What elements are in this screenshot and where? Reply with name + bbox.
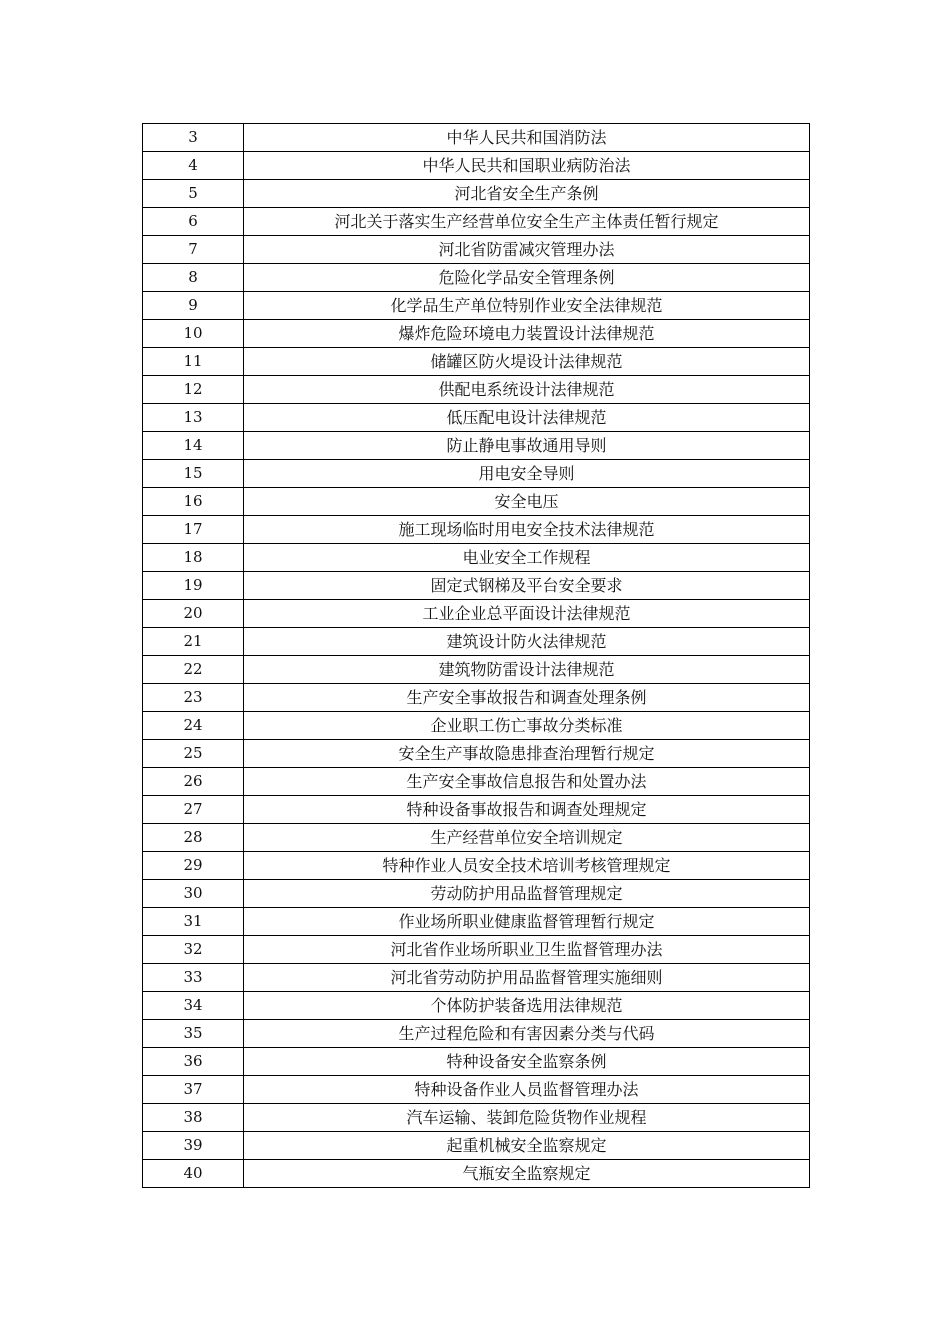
row-number: 32 — [143, 936, 244, 964]
regulation-title: 工业企业总平面设计法律规范 — [244, 600, 810, 628]
row-number: 38 — [143, 1104, 244, 1132]
row-number: 18 — [143, 544, 244, 572]
regulation-title: 储罐区防火堤设计法律规范 — [244, 348, 810, 376]
regulation-title: 特种设备作业人员监督管理办法 — [244, 1076, 810, 1104]
row-number: 36 — [143, 1048, 244, 1076]
row-number: 34 — [143, 992, 244, 1020]
table-row — [143, 124, 810, 152]
regulation-title: 作业场所职业健康监督管理暂行规定 — [244, 908, 810, 936]
regulation-title: 特种设备安全监察条例 — [244, 1048, 810, 1076]
regulation-title: 个体防护装备选用法律规范 — [244, 992, 810, 1020]
regulation-title: 用电安全导则 — [244, 460, 810, 488]
regulation-title: 河北关于落实生产经营单位安全生产主体责任暂行规定 — [244, 208, 810, 236]
table-row — [143, 964, 810, 992]
row-number: 21 — [143, 628, 244, 656]
row-number: 12 — [143, 376, 244, 404]
regulation-title: 生产过程危险和有害因素分类与代码 — [244, 1020, 810, 1048]
table-row — [143, 1020, 810, 1048]
row-number: 4 — [143, 152, 244, 180]
row-number: 22 — [143, 656, 244, 684]
row-number: 23 — [143, 684, 244, 712]
table-row — [143, 208, 810, 236]
row-number: 37 — [143, 1076, 244, 1104]
table-row — [143, 740, 810, 768]
table-row — [143, 880, 810, 908]
table-row — [143, 936, 810, 964]
table-row — [143, 712, 810, 740]
regulation-title: 化学品生产单位特别作业安全法律规范 — [244, 292, 810, 320]
table-row — [143, 180, 810, 208]
regulation-title: 特种设备事故报告和调查处理规定 — [244, 796, 810, 824]
table-row — [143, 432, 810, 460]
table-row — [143, 264, 810, 292]
regulation-title: 危险化学品安全管理条例 — [244, 264, 810, 292]
row-number: 26 — [143, 768, 244, 796]
regulation-title: 汽车运输、装卸危险货物作业规程 — [244, 1104, 810, 1132]
row-number: 39 — [143, 1132, 244, 1160]
table-row — [143, 320, 810, 348]
regulations-table-body — [143, 124, 810, 1188]
row-number: 33 — [143, 964, 244, 992]
table-row — [143, 488, 810, 516]
table-row — [143, 852, 810, 880]
table-row — [143, 768, 810, 796]
regulation-title: 防止静电事故通用导则 — [244, 432, 810, 460]
table-row — [143, 404, 810, 432]
regulation-title: 生产经营单位安全培训规定 — [244, 824, 810, 852]
row-number: 7 — [143, 236, 244, 264]
row-number: 31 — [143, 908, 244, 936]
regulations-table — [142, 123, 810, 1188]
table-row — [143, 656, 810, 684]
regulation-title: 电业安全工作规程 — [244, 544, 810, 572]
table-row — [143, 1076, 810, 1104]
row-number: 14 — [143, 432, 244, 460]
regulation-title: 建筑物防雷设计法律规范 — [244, 656, 810, 684]
row-number: 17 — [143, 516, 244, 544]
table-row — [143, 236, 810, 264]
row-number: 16 — [143, 488, 244, 516]
table-row — [143, 152, 810, 180]
row-number: 6 — [143, 208, 244, 236]
row-number: 20 — [143, 600, 244, 628]
regulation-title: 施工现场临时用电安全技术法律规范 — [244, 516, 810, 544]
regulation-title: 河北省作业场所职业卫生监督管理办法 — [244, 936, 810, 964]
regulation-title: 气瓶安全监察规定 — [244, 1160, 810, 1188]
regulation-title: 安全电压 — [244, 488, 810, 516]
regulation-title: 劳动防护用品监督管理规定 — [244, 880, 810, 908]
regulation-title: 安全生产事故隐患排查治理暂行规定 — [244, 740, 810, 768]
table-row — [143, 796, 810, 824]
table-row — [143, 684, 810, 712]
row-number: 13 — [143, 404, 244, 432]
row-number: 40 — [143, 1160, 244, 1188]
row-number: 15 — [143, 460, 244, 488]
row-number: 25 — [143, 740, 244, 768]
regulation-title: 固定式钢梯及平台安全要求 — [244, 572, 810, 600]
table-row — [143, 1160, 810, 1188]
row-number: 9 — [143, 292, 244, 320]
table-row — [143, 544, 810, 572]
table-row — [143, 572, 810, 600]
table-row — [143, 992, 810, 1020]
row-number: 30 — [143, 880, 244, 908]
row-number: 5 — [143, 180, 244, 208]
table-row — [143, 516, 810, 544]
regulation-title: 特种作业人员安全技术培训考核管理规定 — [244, 852, 810, 880]
row-number: 19 — [143, 572, 244, 600]
table-row — [143, 1104, 810, 1132]
regulation-title: 爆炸危险环境电力装置设计法律规范 — [244, 320, 810, 348]
table-row — [143, 824, 810, 852]
table-row — [143, 376, 810, 404]
table-row — [143, 600, 810, 628]
regulation-title: 企业职工伤亡事故分类标准 — [244, 712, 810, 740]
row-number: 28 — [143, 824, 244, 852]
table-row — [143, 1132, 810, 1160]
row-number: 35 — [143, 1020, 244, 1048]
table-row — [143, 348, 810, 376]
row-number: 27 — [143, 796, 244, 824]
table-row — [143, 1048, 810, 1076]
regulation-title: 河北省安全生产条例 — [244, 180, 810, 208]
table-row — [143, 292, 810, 320]
regulation-title: 中华人民共和国消防法 — [244, 124, 810, 152]
regulation-title: 建筑设计防火法律规范 — [244, 628, 810, 656]
row-number: 11 — [143, 348, 244, 376]
regulation-title: 低压配电设计法律规范 — [244, 404, 810, 432]
regulation-title: 河北省劳动防护用品监督管理实施细则 — [244, 964, 810, 992]
table-row — [143, 460, 810, 488]
regulation-title: 生产安全事故信息报告和处置办法 — [244, 768, 810, 796]
row-number: 29 — [143, 852, 244, 880]
regulation-title: 起重机械安全监察规定 — [244, 1132, 810, 1160]
regulation-title: 中华人民共和国职业病防治法 — [244, 152, 810, 180]
row-number: 3 — [143, 124, 244, 152]
row-number: 10 — [143, 320, 244, 348]
regulation-title: 供配电系统设计法律规范 — [244, 376, 810, 404]
table-row — [143, 628, 810, 656]
table-row — [143, 908, 810, 936]
row-number: 24 — [143, 712, 244, 740]
row-number: 8 — [143, 264, 244, 292]
regulation-title: 河北省防雷减灾管理办法 — [244, 236, 810, 264]
regulation-title: 生产安全事故报告和调查处理条例 — [244, 684, 810, 712]
